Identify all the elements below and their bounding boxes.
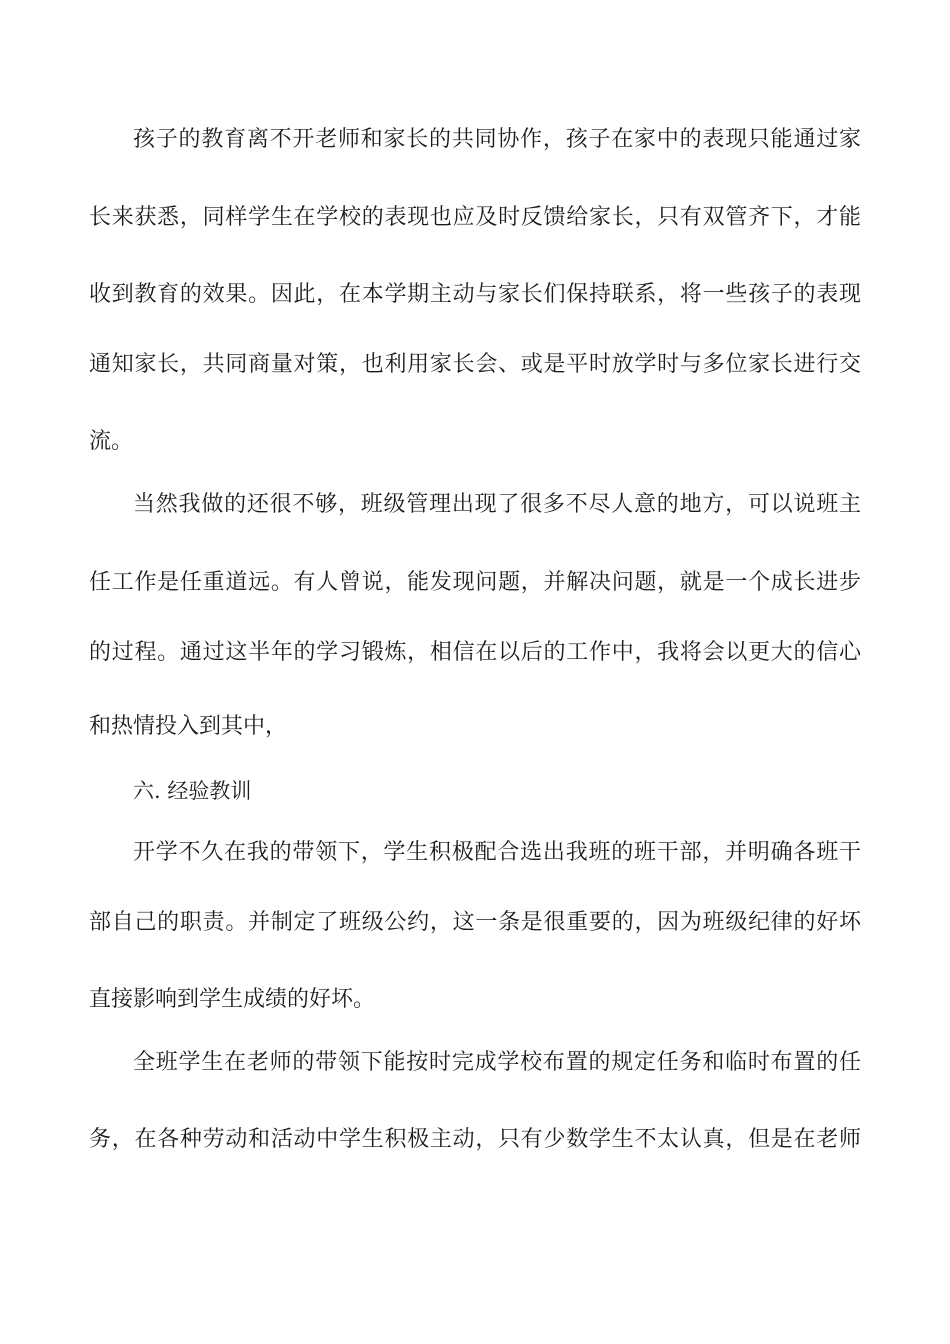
paragraph-4-line-1: 全班学生在老师的带领下能按时完成学校布置的规定任务和临时布置的任 — [133, 1050, 861, 1075]
paragraph-1-line-5: 流。 — [89, 429, 134, 454]
paragraph-1-line-4: 通知家长，共同商量对策，也利用家长会、或是平时放学时与多位家长进行交 — [89, 352, 861, 377]
paragraph-2-line-1: 当然我做的还很不够，班级管理出现了很多不尽人意的地方，可以说班主 — [133, 492, 861, 517]
paragraph-3-line-1: 开学不久在我的带领下，学生积极配合选出我班的班干部，并明确各班干 — [133, 840, 861, 865]
paragraph-2-line-3: 的过程。通过这半年的学习锻炼，相信在以后的工作中，我将会以更大的信心 — [89, 640, 861, 665]
paragraph-3-line-3: 直接影响到学生成绩的好坏。 — [89, 987, 376, 1012]
paragraph-4-line-2: 务，在各种劳动和活动中学生积极主动，只有少数学生不太认真，但是在老师 — [89, 1127, 861, 1152]
section-heading: 六. 经验教训 — [133, 779, 252, 803]
paragraph-1-line-2: 长来获悉，同样学生在学校的表现也应及时反馈给家长，只有双管齐下，才能 — [89, 205, 861, 230]
paragraph-1-line-3: 收到教育的效果。因此，在本学期主动与家长们保持联系，将一些孩子的表现 — [89, 282, 861, 307]
paragraph-2-line-4: 和热情投入到其中， — [89, 714, 288, 739]
paragraph-1-line-1: 孩子的教育离不开老师和家长的共同协作，孩子在家中的表现只能通过家 — [133, 127, 861, 152]
paragraph-2-line-2: 任工作是任重道远。有人曾说，能发现问题，并解决问题，就是一个成长进步 — [89, 570, 861, 595]
paragraph-3-line-2: 部自己的职责。并制定了班级公约，这一条是很重要的，因为班级纪律的好坏 — [89, 910, 861, 935]
